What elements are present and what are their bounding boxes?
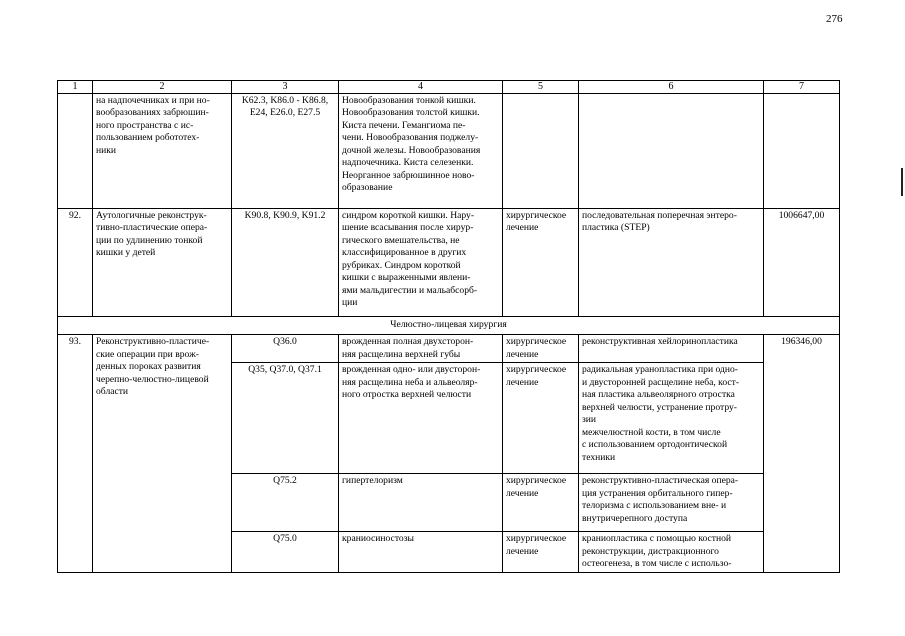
column-header: 7 [764,81,840,94]
treatment-method: реконструктивная хейлоринопластика [579,335,764,363]
page-number: 276 [826,13,843,25]
column-header: 4 [339,81,503,94]
treatment-method: радикальная уранопластика при одно- и двусторонней расщелине неба, кост- ная пластика альвеолярного отростка верхней челюсти, устранение протру- зии межчелюстной кости, в том числе с использованием ортодонтической техники [579,363,764,474]
column-header: 2 [93,81,232,94]
table-row [58,209,840,317]
column-header: 3 [232,81,339,94]
margin-mark [901,168,903,196]
treatment-method [579,94,764,209]
diagnosis: врожденная полная двухсторон- няя расщелина верхней губы [339,335,503,363]
row-number [58,94,93,209]
cost: 1006647,00 [764,209,840,317]
treatment-type [503,94,579,209]
icd-codes: K90.8, K90.9, K91.2 [232,209,339,317]
treatment-type: хирургическое лечение [503,474,579,532]
procedure-name: Реконструктивно-пластиче- ские операции при врож- денных пороках развития черепно-челюстно-лицевой области [93,335,232,572]
icd-codes: Q75.0 [232,532,339,572]
icd-codes: Q35, Q37.0, Q37.1 [232,363,339,474]
diagnosis: Новообразования тонкой кишки. Новообразования толстой кишки. Киста печени. Гемангиома пе- чени. Новообразования поджелу- дочной железы. Новообразования надпочечника. Киста селезенки. Неорганное забрюшинное ново- образование [339,94,503,209]
treatment-method: реконструктивно-пластическая опера- ция устранения орбитального гипер- телоризма с использованием вне- и внутричерепного доступа [579,474,764,532]
cost [764,94,840,209]
treatment-method: краниопластика с помощью костной реконструкции, дистракционного остеогенеза, в том числе с использо- [579,532,764,572]
diagnosis: синдром короткой кишки. Нару- шение всасывания после хирур- гического вмешательства, не классифицированное в других рубриках. Синдром короткой кишки с выраженными явлени- ями мальдигестии и мальабсорб- ции [339,209,503,317]
procedure-name: Аутологичные реконструк- тивно-пластические опера- ции по удлинению тонкой кишки у детей [93,209,232,317]
medical-care-table [57,80,840,573]
column-header: 5 [503,81,579,94]
treatment-type: хирургическое лечение [503,363,579,474]
treatment-type: хирургическое лечение [503,335,579,363]
column-header: 6 [579,81,764,94]
section-title: Челюстно-лицевая хирургия [58,317,840,335]
section-row [58,317,840,335]
table-row [58,335,840,363]
column-header: 1 [58,81,93,94]
treatment-method: последовательная поперечная энтеро- пластика (STEP) [579,209,764,317]
table-row [58,94,840,209]
treatment-type: хирургическое лечение [503,209,579,317]
diagnosis: краниосиностозы [339,532,503,572]
cost: 196346,00 [764,335,840,572]
icd-codes: Q36.0 [232,335,339,363]
row-number: 93. [58,335,93,572]
diagnosis: гипертелоризм [339,474,503,532]
icd-codes: Q75.2 [232,474,339,532]
diagnosis: врожденная одно- или двусторон- няя расщелина неба и альвеоляр- ного отростка верхней челюсти [339,363,503,474]
header-row [58,81,840,94]
icd-codes: K62.3, K86.0 - K86.8, E24, E26.0, E27.5 [232,94,339,209]
row-number: 92. [58,209,93,317]
treatment-type: хирургическое лечение [503,532,579,572]
procedure-name: на надпочечниках и при но- вообразованиях забрюшин- ного пространства с ис- пользованием робототех- ники [93,94,232,209]
